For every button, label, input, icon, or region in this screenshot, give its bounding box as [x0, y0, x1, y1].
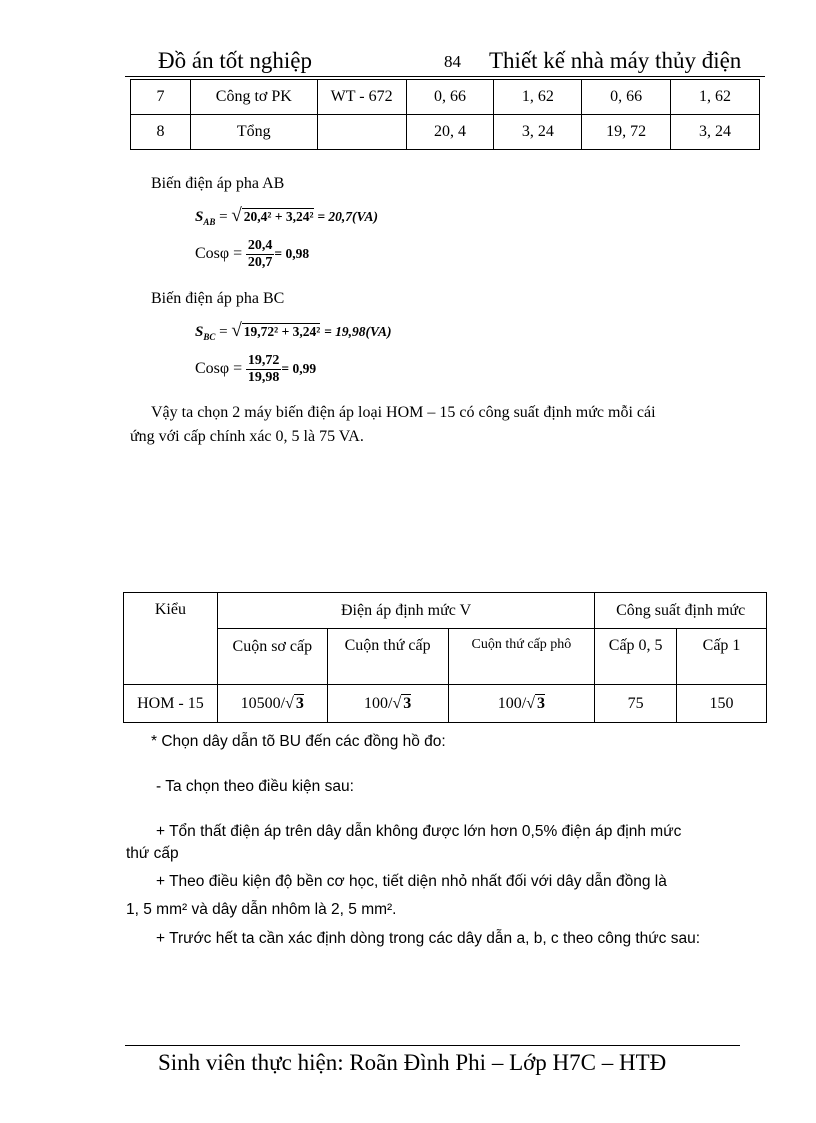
sbc-sub: BC [203, 332, 216, 342]
cos-bc-result: = 0,99 [281, 360, 317, 376]
sab-result: = 20,7(VA) [317, 209, 379, 224]
cos-label: Cosφ = [195, 359, 243, 377]
cell-so-cap [217, 685, 327, 723]
body-line-1: * Chọn dây dẫn tõ BU đến các đồng hồ đo: [151, 733, 446, 750]
table-row [131, 80, 760, 115]
cos-ab-denominator: 20,7 [247, 255, 273, 270]
table-row [124, 629, 767, 685]
header-thu-cap-pho: Cuộn thứ cấp phô [448, 629, 595, 685]
table-cell: 20, 4 [406, 115, 494, 150]
cell-thu-cap-pho-value: 100/ [497, 695, 527, 712]
cell-cap1: 150 [677, 685, 767, 723]
formula-cos-bc [195, 353, 316, 386]
sab-radicand: 20,4² + 3,24² [243, 209, 314, 224]
table-cell: 3, 24 [494, 115, 582, 150]
sbc-radicand: 19,72² + 3,24² [243, 324, 321, 339]
table-cell: 1, 62 [494, 80, 582, 115]
table-cell: Tổng [190, 115, 317, 150]
header-cap1: Cấp 1 [677, 629, 767, 685]
header-so-cap: Cuộn sơ cấp [217, 629, 327, 685]
body-line-4b: 1, 5 mm² và dây dẫn nhôm là 2, 5 mm². [126, 901, 397, 918]
body-line-4a: + Theo điều kiện độ bền cơ học, tiết diện nhỏ nhất đối với dây dẫn đồng là [156, 873, 667, 890]
sab-sub: AB [203, 217, 216, 227]
footer-rule [125, 1045, 740, 1046]
heading-phase-ab: Biến điện áp pha AB [151, 175, 285, 192]
table-cell: WT - 672 [317, 80, 406, 115]
table-row [124, 685, 767, 723]
cos-ab-result: = 0,98 [274, 245, 310, 261]
body-line-3a: + Tổn thất điện áp trên dây dẫn không được lớn hơn 0,5% điện áp định mức [156, 823, 682, 840]
cell-thu-cap-pho [448, 685, 595, 723]
vt-spec-table [123, 592, 767, 723]
conclusion-line-1: Vậy ta chọn 2 máy biến điện áp loại HOM – 15 có công suất định mức mỗi cái [151, 404, 656, 421]
footer-text: Sinh viên thực hiện: Roãn Đình Phi – Lớp H7C – HTĐ [158, 1050, 667, 1075]
radical-icon: √ [526, 695, 535, 712]
sbc-result: = 19,98(VA) [324, 324, 392, 339]
header-cong-suat: Công suất định mức [595, 593, 767, 629]
sqrt3: 3 [537, 695, 545, 712]
sqrt3: 3 [403, 695, 412, 712]
body-line-5: + Trước hết ta cần xác định dòng trong các dây dẫn a, b, c theo công thức sau: [156, 930, 701, 947]
header-title-right: Thiết kế nhà máy thủy điện [489, 48, 742, 73]
cell-cap05: 75 [595, 685, 677, 723]
sqrt3: 3 [295, 695, 304, 712]
table-cell: 1, 62 [671, 80, 760, 115]
formula-cos-ab [195, 238, 309, 271]
sbc-lhs: S [195, 324, 204, 340]
conclusion-line-2: ứng với cấp chính xác 0, 5 là 75 VA. [130, 428, 364, 445]
radical-icon: √ [231, 320, 242, 341]
header-thu-cap: Cuộn thứ cấp [327, 629, 448, 685]
body-line-3b: thứ cấp [126, 845, 179, 862]
header-title-left: Đồ án tốt nghiệp [158, 48, 312, 73]
cell-thu-cap-value: 100/ [364, 695, 393, 712]
table-row [124, 593, 767, 629]
header-kieu: Kiểu [124, 593, 218, 685]
table-cell: 8 [131, 115, 191, 150]
header-cap05: Cấp 0, 5 [595, 629, 677, 685]
header-dien-ap: Điện áp định mức V [217, 593, 594, 629]
formula-sbc: $S_{BC}$ = √ 19,72² + 3,24² = 19,98(VA) [195, 320, 392, 342]
radical-icon: √ [392, 695, 402, 712]
table-cell [317, 115, 406, 150]
cos-label: Cosφ = [195, 244, 243, 262]
radical-icon: √ [231, 205, 242, 226]
table-cell: 3, 24 [671, 115, 760, 150]
heading-phase-bc: Biến điện áp pha BC [151, 290, 285, 307]
meter-load-table [130, 79, 760, 150]
cos-bc-numerator: 19,72 [247, 353, 280, 368]
cell-kieu: HOM - 15 [124, 685, 218, 723]
table-cell: 7 [131, 80, 191, 115]
radical-icon: √ [285, 695, 294, 712]
table-cell: 0, 66 [582, 80, 671, 115]
body-line-2: - Ta chọn theo điều kiện sau: [156, 778, 354, 795]
formula-sab: $S_{AB}$ = √ 20,4² + 3,24² = 20,7(VA) [195, 205, 379, 227]
sab-lhs: S [195, 209, 204, 225]
cell-so-cap-value: 10500/ [240, 695, 286, 712]
header-rule [125, 76, 765, 77]
table-cell: Công tơ PK [190, 80, 317, 115]
cell-thu-cap [327, 685, 448, 723]
table-cell: 0, 66 [406, 80, 494, 115]
cos-ab-numerator: 20,4 [247, 238, 273, 253]
cos-bc-denominator: 19,98 [247, 370, 280, 385]
table-cell: 19, 72 [582, 115, 671, 150]
table-row [131, 115, 760, 150]
page-number: 84 [444, 52, 461, 71]
